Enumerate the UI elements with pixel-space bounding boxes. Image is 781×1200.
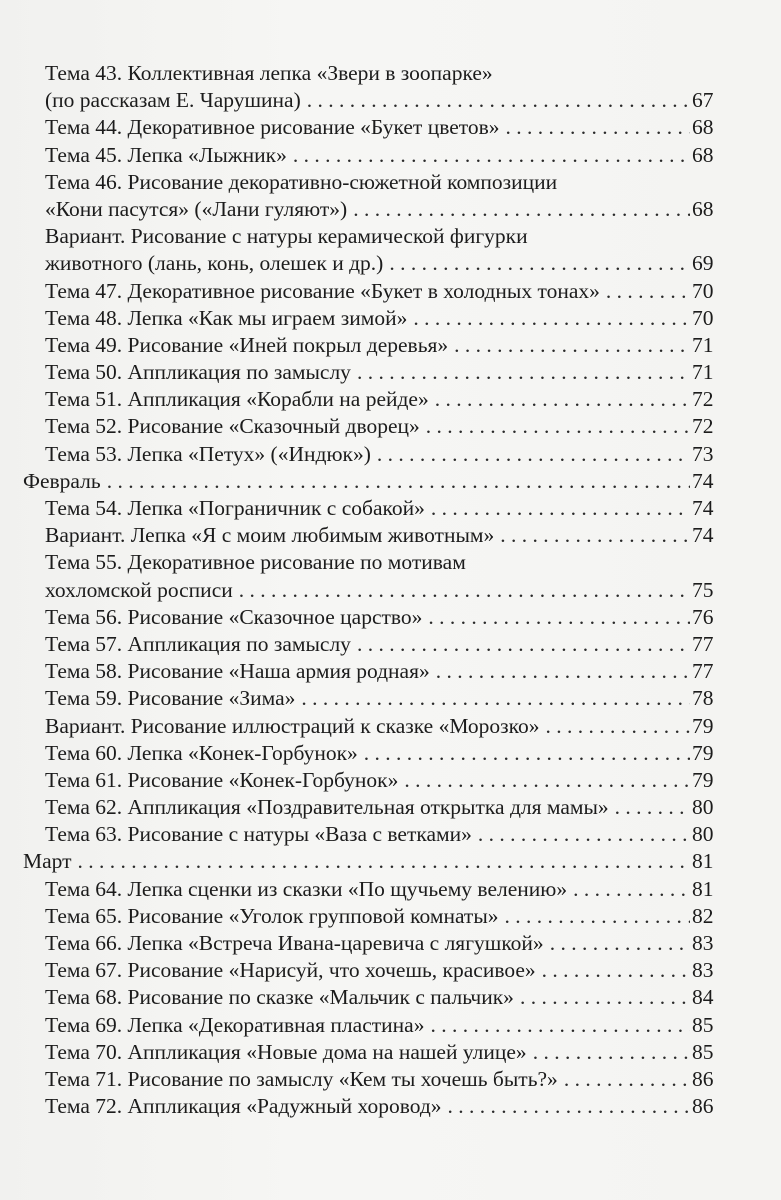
dot-leader [564,1066,690,1093]
toc-page-number: 80 [692,795,714,820]
toc-entry-text: Тема 47. Декоративное рисование «Букет в холодных тонах» [45,278,600,303]
toc-entry-text: Тема 58. Рисование «Наша армия родная» [45,659,430,684]
dot-leader [478,821,690,848]
dot-leader [293,142,690,169]
toc-page-number: 79 [692,740,714,765]
toc-page-number: 79 [692,713,714,738]
toc-entry [0,278,781,305]
toc-page-number: 80 [692,822,714,847]
toc-entry-text: Тема 49. Рисование «Иней покрыл деревья» [45,332,449,357]
toc-entry [0,658,781,685]
toc-entry-text: Тема 54. Лепка «Пограничник с собакой» [45,496,425,520]
toc-entry-text: Тема 69. Лепка «Декоративная пластина» [45,1012,425,1037]
dot-leader [307,87,690,114]
toc-entry [0,631,781,658]
toc-entry [0,903,781,930]
toc-entry [0,441,781,468]
dot-leader [550,930,690,957]
toc-section-heading [0,848,781,875]
toc-page-number: 72 [692,387,714,412]
toc-entry [0,142,781,169]
dot-leader [430,1012,690,1039]
toc-entry-text: Тема 52. Рисование «Сказочный дворец» [45,414,420,439]
toc-entry-text: Тема 62. Аппликация «Поздравительная открытка для мамы» [45,795,609,820]
dot-leader [364,740,690,767]
toc-entry [0,713,781,740]
toc-entry [0,984,781,1011]
dot-leader [533,1039,690,1066]
toc-page-number: 71 [692,360,714,385]
dot-leader [454,332,690,359]
dot-leader [239,577,690,604]
toc-entry-text: животного (лань, конь, олешек и др.) [45,251,384,276]
toc-entry-text: Тема 60. Лепка «Конек-Горбунок» [45,740,358,765]
dot-leader [404,767,690,794]
toc-entry [0,957,781,984]
toc-entry-text: Тема 57. Аппликация по замыслу [45,631,351,656]
toc-page-number: 74 [692,468,714,493]
toc-entry-text: хохломской росписи [45,577,233,602]
toc-section-heading [0,468,781,495]
dot-leader [353,196,690,223]
dot-leader [500,522,690,549]
dot-leader [301,685,690,712]
toc-entry [0,305,781,332]
toc-entry-text: Вариант. Лепка «Я с моим любимым животным» [45,523,495,548]
toc-entry-text: Тема 44. Декоративное рисование «Букет цветов» [45,115,500,140]
toc-page-number: 75 [692,577,714,602]
toc-entry [0,114,781,141]
toc-entry [0,740,781,767]
toc-entry-text: Тема 46. Рисование декоративно-сюжетной композиции [45,169,558,194]
toc-entry [0,1066,781,1093]
dot-leader [431,495,690,522]
toc-entry [0,1093,781,1120]
toc-page-number: 72 [692,414,714,439]
toc-entry-text: Тема 50. Аппликация по замыслу [45,360,351,385]
toc-entry [0,685,781,712]
toc-entry [0,821,781,848]
dot-leader [428,604,690,631]
toc-entry [0,413,781,440]
toc-entry [0,1039,781,1066]
toc-page-number: 81 [692,849,714,874]
toc-page-number: 83 [692,931,714,955]
dot-leader [413,305,690,332]
toc-entry-text: Вариант. Рисование с натуры керамической фигурки [45,224,528,249]
dot-leader [506,114,690,141]
toc-entry-text: Тема 63. Рисование с натуры «Ваза с ветками» [45,822,472,847]
toc-page-number: 74 [692,523,714,548]
toc-page-number: 70 [692,278,714,303]
toc-page-number: 84 [692,985,714,1010]
toc-entry-text: Тема 48. Лепка «Как мы играем зимой» [45,305,408,330]
dot-leader [542,957,690,984]
toc-entry-text: Тема 61. Рисование «Конек-Горбунок» [45,767,399,792]
toc-entry-text: Тема 64. Лепка сценки из сказки «По щучьему велению» [45,876,568,901]
toc-page-number: 86 [692,1094,714,1119]
toc-entry [0,223,781,277]
dot-leader [107,468,690,495]
toc-entry-text: Тема 56. Рисование «Сказочное царство» [45,604,423,629]
toc-page-number: 73 [692,441,714,466]
toc-page-number: 67 [692,88,714,113]
toc-entry [0,549,781,603]
table-of-contents [0,60,781,1120]
toc-entry [0,930,781,957]
toc-entry [0,60,781,114]
toc-entry-text: Тема 45. Лепка «Лыжник» [45,142,287,167]
dot-leader [520,984,690,1011]
toc-entry [0,169,781,223]
toc-page-number: 68 [692,196,714,221]
toc-page-number: 85 [692,1039,714,1064]
toc-entry-text: Тема 70. Аппликация «Новые дома на нашей улице» [45,1039,527,1064]
dot-leader [78,848,690,875]
toc-entry-text: (по рассказам Е. Чарушина) [45,88,301,113]
dot-leader [357,631,690,658]
toc-page-number: 71 [692,332,714,357]
toc-entry [0,794,781,821]
toc-entry-text: Февраль [23,468,101,493]
toc-entry [0,332,781,359]
toc-entry-text: Вариант. Рисование иллюстраций к сказке «Морозко» [45,713,540,738]
toc-entry-text: Тема 71. Рисование по замыслу «Кем ты хочешь быть?» [45,1066,558,1091]
toc-entry-text: Тема 72. Аппликация «Радужный хоровод» [45,1094,442,1119]
toc-page-number: 83 [692,958,714,983]
toc-entry [0,1012,781,1039]
toc-page-number: 81 [692,876,714,901]
toc-entry-text: Тема 68. Рисование по сказке «Мальчик с пальчик» [45,985,514,1010]
toc-page-number: 79 [692,767,714,792]
toc-page-number: 68 [692,142,714,167]
toc-entry [0,876,781,903]
toc-entry [0,495,781,522]
toc-entry-text: Тема 53. Лепка «Петух» («Индюк») [45,441,371,466]
dot-leader [546,713,691,740]
toc-entry-text: Тема 55. Декоративное рисование по мотивам [45,550,466,575]
toc-entry-text: «Кони пасутся» («Лани гуляют») [45,196,348,221]
toc-entry-text: Март [23,849,72,874]
toc-entry-text: Тема 66. Лепка «Встреча Ивана-царевича с лягушкой» [45,931,544,955]
dot-leader [357,359,690,386]
toc-entry-text: Тема 67. Рисование «Нарисуй, что хочешь, красивое» [45,958,536,983]
toc-page-number: 70 [692,305,714,330]
toc-entry [0,604,781,631]
toc-page-number: 69 [692,251,714,276]
dot-leader [377,441,690,468]
toc-entry-text: Тема 59. Рисование «Зима» [45,686,296,711]
toc-page-number: 85 [692,1012,714,1037]
dot-leader [505,903,690,930]
toc-entry [0,359,781,386]
dot-leader [436,658,690,685]
toc-page-number: 74 [692,496,714,520]
dot-leader [606,278,690,305]
toc-entry-text: Тема 65. Рисование «Уголок групповой комнаты» [45,903,499,928]
toc-page-number: 77 [692,631,714,656]
dot-leader [389,250,690,277]
toc-entry-text: Тема 43. Коллективная лепка «Звери в зоопарке» [45,61,493,85]
toc-page-number: 82 [692,903,714,928]
toc-page-number: 68 [692,115,714,140]
dot-leader [615,794,690,821]
toc-page-number: 78 [692,686,714,711]
dot-leader [426,413,690,440]
toc-page-number: 76 [692,604,714,629]
dot-leader [573,876,690,903]
toc-entry [0,522,781,549]
toc-page-number: 86 [692,1066,714,1091]
toc-entry [0,386,781,413]
toc-entry-text: Тема 51. Аппликация «Корабли на рейде» [45,387,429,412]
dot-leader [435,386,690,413]
toc-page-number: 77 [692,659,714,684]
dot-leader [448,1093,690,1120]
toc-entry [0,767,781,794]
